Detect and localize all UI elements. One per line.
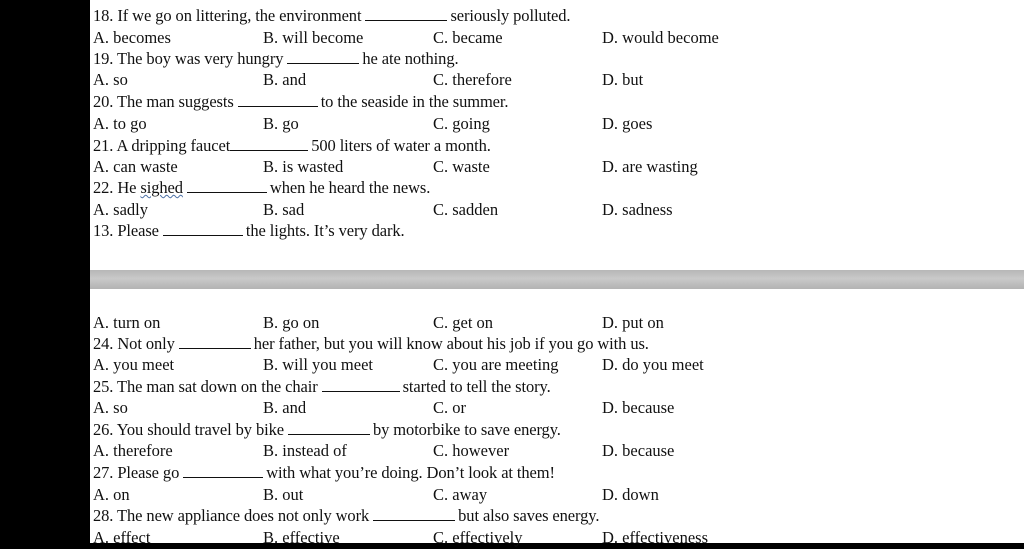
question-text: 27. Please go <box>93 463 180 482</box>
page-separator <box>90 270 1024 289</box>
question-text: 19. The boy was very hungry <box>93 49 284 68</box>
question-text-after: to the seaside in the summer. <box>320 92 509 111</box>
answer-blank <box>288 419 370 435</box>
option-b: B. will become <box>263 28 364 47</box>
worksheet-page-bottom <box>90 289 1024 547</box>
answer-blank <box>365 5 447 21</box>
option-d: D. effectiveness <box>602 528 708 547</box>
spellcheck-word: sighed <box>140 178 183 197</box>
option-b: B. go on <box>263 313 320 332</box>
question-text-after: with what you’re doing. Don’t look at them! <box>266 463 555 482</box>
option-c: C. effectively <box>433 528 523 547</box>
answer-blank <box>373 505 455 521</box>
option-b: B. is wasted <box>263 157 344 176</box>
option-d: D. are wasting <box>602 157 698 176</box>
option-a: A. so <box>93 398 128 417</box>
option-d: D. because <box>602 441 675 460</box>
option-a: A. you meet <box>93 355 175 374</box>
question-text-after: when he heard the news. <box>269 178 431 197</box>
question-text: 26. You should travel by bike <box>93 420 284 439</box>
question-22 <box>93 177 430 199</box>
question-19 <box>93 48 459 70</box>
option-d: D. put on <box>602 313 664 332</box>
question-text-after: seriously polluted. <box>450 6 571 25</box>
option-c: C. however <box>433 441 510 460</box>
question-text: 28. The new appliance does not only work <box>93 506 370 525</box>
option-b: B. and <box>263 70 307 89</box>
option-b: B. will you meet <box>263 355 373 374</box>
option-b: B. effective <box>263 528 340 547</box>
option-d: D. sadness <box>602 200 673 219</box>
option-c: C. away <box>433 485 488 504</box>
question-text: 13. Please <box>93 221 159 240</box>
answer-blank <box>163 220 243 236</box>
option-d: D. do you meet <box>602 355 704 374</box>
question-13 <box>93 220 405 242</box>
question-text-after: started to tell the story. <box>402 377 551 396</box>
question-26 <box>93 419 561 441</box>
option-c: C. get on <box>433 313 494 332</box>
answer-blank <box>183 462 263 478</box>
question-text-after: the lights. It’s very dark. <box>245 221 405 240</box>
question-text: 20. The man suggests <box>93 92 234 111</box>
option-a: A. sadly <box>93 200 148 219</box>
question-18 <box>93 5 570 27</box>
option-a: A. can waste <box>93 157 178 176</box>
answer-blank <box>179 333 251 349</box>
option-a: A. turn on <box>93 313 161 332</box>
option-a: A. to go <box>93 114 147 133</box>
question-text-after: her father, but you will know about his job if you go with us. <box>253 334 649 353</box>
answer-blank <box>187 177 267 193</box>
question-text: 25. The man sat down on the chair <box>93 377 318 396</box>
option-c: C. became <box>433 28 503 47</box>
option-a: A. effect <box>93 528 151 547</box>
question-text-after: he ate nothing. <box>362 49 459 68</box>
question-21 <box>93 135 491 157</box>
option-d: D. because <box>602 398 675 417</box>
question-25 <box>93 376 551 398</box>
question-text: 24. Not only <box>93 334 175 353</box>
answer-blank <box>238 91 318 107</box>
option-a: A. becomes <box>93 28 171 47</box>
option-d: D. would become <box>602 28 719 47</box>
question-24 <box>93 333 649 355</box>
option-b: B. sad <box>263 200 305 219</box>
question-text-after: but also saves energy. <box>458 506 600 525</box>
question-28 <box>93 505 599 527</box>
question-27 <box>93 462 555 484</box>
option-c: C. sadden <box>433 200 499 219</box>
option-d: D. down <box>602 485 659 504</box>
option-d: D. goes <box>602 114 653 133</box>
worksheet-page-top <box>90 0 1024 270</box>
option-a: A. so <box>93 70 128 89</box>
question-text: 18. If we go on littering, the environment <box>93 6 362 25</box>
option-c: C. or <box>433 398 466 417</box>
question-text: 21. A dripping faucet <box>93 136 231 155</box>
option-a: A. therefore <box>93 441 173 460</box>
answer-blank <box>287 48 359 64</box>
question-20 <box>93 91 508 113</box>
answer-blank <box>322 376 400 392</box>
option-b: B. and <box>263 398 307 417</box>
option-b: B. instead of <box>263 441 347 460</box>
option-d: D. but <box>602 70 644 89</box>
option-a: A. on <box>93 485 130 504</box>
option-c: C. waste <box>433 157 490 176</box>
answer-blank <box>230 135 308 151</box>
option-c: C. you are meeting <box>433 355 559 374</box>
option-c: C. going <box>433 114 490 133</box>
question-text: 22. He <box>93 178 141 197</box>
question-text-after: 500 liters of water a month. <box>311 136 491 155</box>
option-c: C. therefore <box>433 70 512 89</box>
question-text-after: by motorbike to save energy. <box>372 420 561 439</box>
option-b: B. go <box>263 114 299 133</box>
option-b: B. out <box>263 485 304 504</box>
